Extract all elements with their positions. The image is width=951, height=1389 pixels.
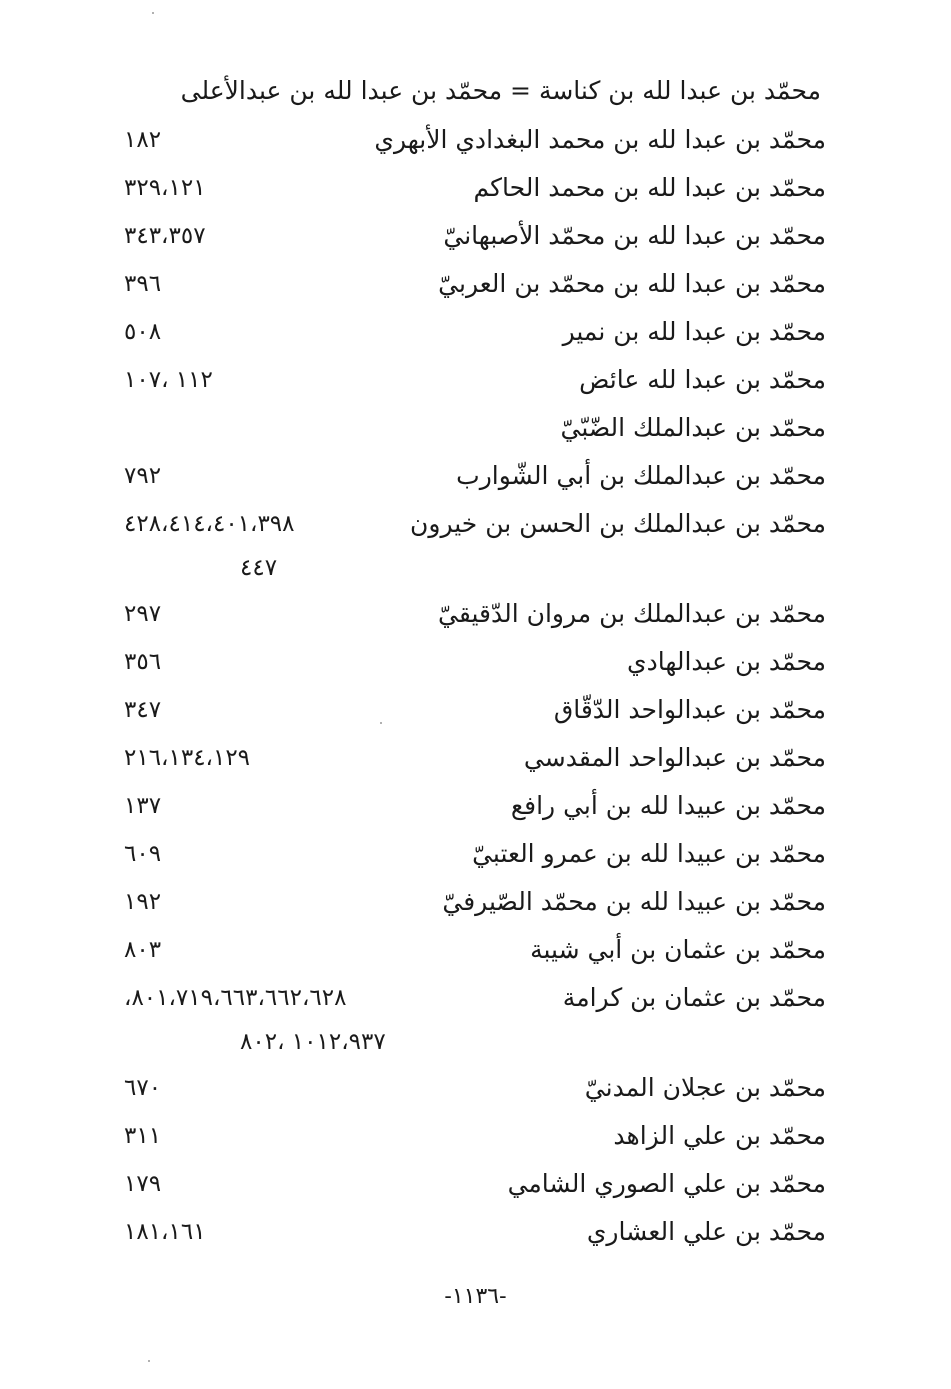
entry-pages: ٦٠٩: [124, 841, 162, 867]
entry-name: محمّد بن عبدالملك بن أبي الشّوارب: [456, 461, 826, 490]
entry-name: محمّد بن عبيدا لله بن عمرو العتبيّ: [472, 839, 826, 868]
entry-pages: ٨٠٣: [124, 937, 162, 963]
page-number: -١١٣٦-: [444, 1284, 507, 1309]
entry-pages: ٣١١: [124, 1123, 162, 1149]
entry-name: محمّد بن عبدا لله عائض: [579, 365, 826, 394]
entry-pages: ٣٤٣،٣٥٧: [124, 223, 206, 249]
entry-pages: ٨٠١،٧١٩،٦٦٣،٦٦٢،٦٢٨،: [124, 985, 347, 1011]
entry-name: محمّد بن عثمان بن كرامة: [562, 983, 826, 1012]
entry-name: محمّد بن علي الزاهد: [613, 1121, 826, 1150]
entry-name: محمّد بن عبيدا لله بن أبي رافع: [510, 791, 826, 820]
entry-pages: ١٧٩: [124, 1171, 162, 1197]
entry-name: محمّد بن عبدالواحد المقدسي: [523, 743, 826, 772]
scan-speck: [152, 12, 154, 14]
entry-name: محمّد بن عبدا لله بن محمد البغدادي الأبهري: [374, 125, 826, 154]
entry-pages: ٣٩٦: [124, 271, 162, 297]
entry-pages: ١٨١،١٦١: [124, 1219, 206, 1245]
entry-name: محمّد بن عبدالواحد الدّقّاق: [553, 695, 826, 724]
entry-pages: ١٩٢: [124, 889, 162, 915]
entry-name: محمّد بن عبدالملك بن الحسن بن خيرون: [410, 509, 826, 538]
entry-pages: ٢٩٧: [124, 601, 162, 627]
entry-pages: ٧٩٢: [124, 463, 162, 489]
entry-pages: ٥٠٨: [124, 319, 162, 345]
entry-name: محمّد بن علي الصوري الشامي: [507, 1169, 826, 1198]
entry-name: محمّد بن عثمان بن أبي شيبة: [530, 935, 826, 964]
entry-name: محمّد بن عبدالهادي: [627, 647, 826, 676]
entry-pages: ٦٧٠: [124, 1075, 162, 1101]
entry-pages-continued: ٤٤٧: [240, 555, 278, 581]
entry-pages: ١١٢ ،١٠٧: [124, 367, 213, 393]
entry-pages-continued: ١٠١٢،٩٣٧ ،٨٠٢: [240, 1029, 386, 1055]
entry-name: محمّد بن عبدا لله بن محمد الحاكم: [473, 173, 826, 202]
entry-name: محمّد بن عبدا لله بن محمّد الأصبهانيّ: [443, 221, 826, 250]
entry-name: محمّد بن عبدا لله بن محمّد بن العربيّ: [438, 269, 826, 298]
entry-name: محمّد بن عبدالملك بن مروان الدّقيقيّ: [438, 599, 826, 628]
entry-name: محمّد بن عبدا لله بن نمير: [562, 317, 826, 346]
entry-name: محمّد بن عجلان المدنيّ: [584, 1073, 826, 1102]
entry-pages: ٣٢٩،١٢١: [124, 175, 206, 201]
entry-name: محمّد بن عبيدا لله بن محمّد الصّيرفيّ: [442, 887, 826, 916]
entry-pages: ٣٤٧: [124, 697, 162, 723]
entry-pages: ١٣٧: [124, 793, 162, 819]
entry-pages: ١٨٢: [124, 127, 162, 153]
entry-name: محمّد بن علي العشاري: [586, 1217, 826, 1246]
entry-name: محمّد بن عبدالملك الضّبّيّ: [560, 413, 826, 442]
scan-speck: [148, 1360, 150, 1362]
entry-pages: ٣٥٦: [124, 649, 162, 675]
continuation-entry: محمّد بن عبدا لله بن كناسة = محمّد بن عبدا لله بن عبدالأعلى: [180, 76, 821, 105]
entry-pages: ٤٢٨،٤١٤،٤٠١،٣٩٨: [124, 511, 295, 537]
entry-pages: ٢١٦،١٣٤،١٢٩: [124, 745, 251, 771]
